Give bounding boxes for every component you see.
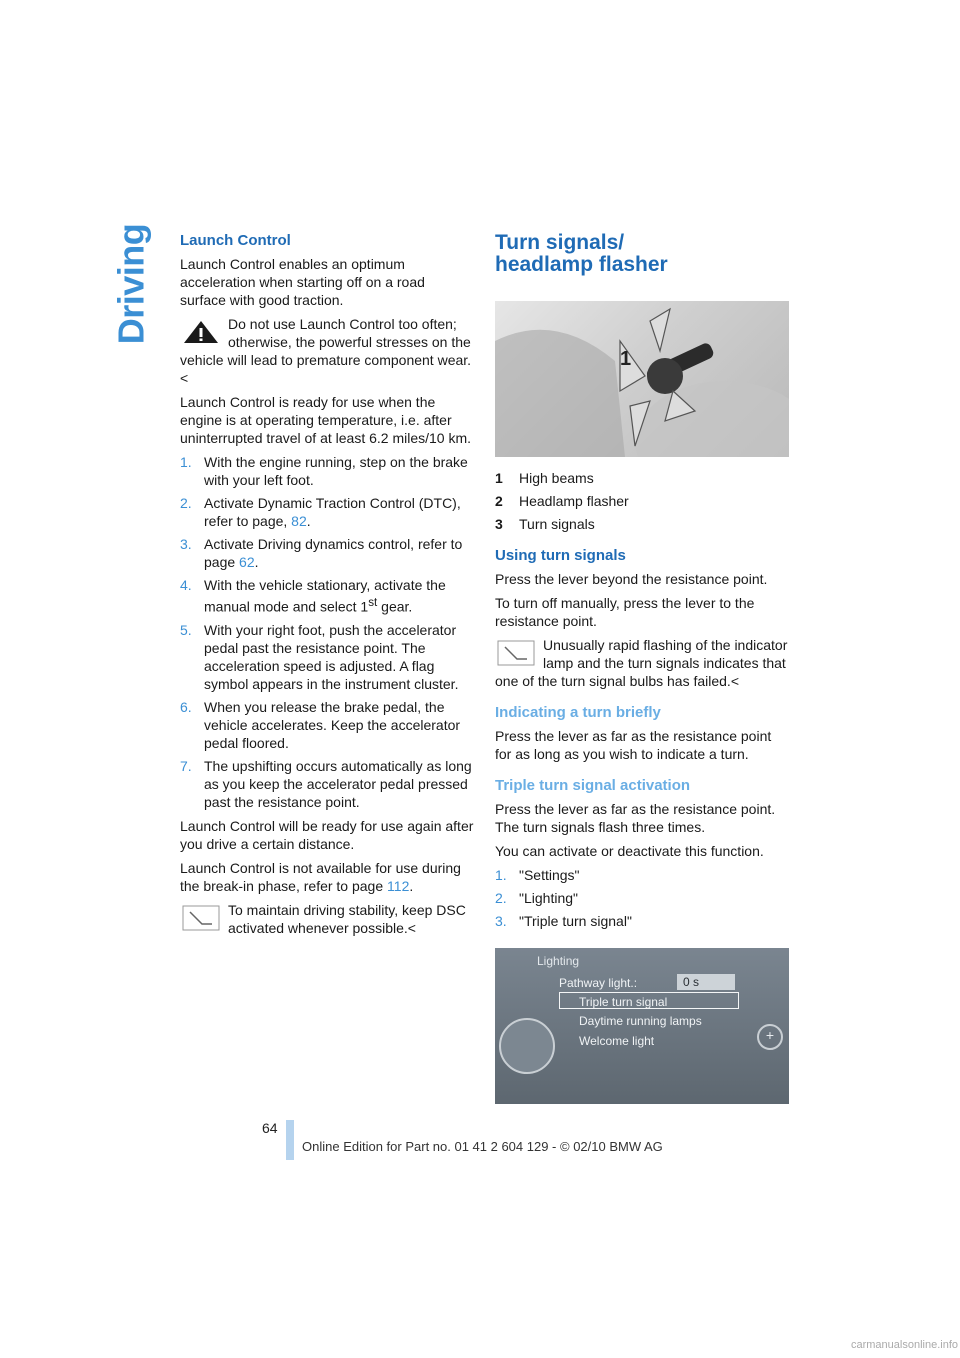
list-item: 3. "Triple turn signal" — [495, 913, 632, 929]
chapter-tab — [104, 223, 158, 345]
menu-item-daytime: Daytime running lamps — [579, 1014, 702, 1028]
list-item: 1. With the engine running, step on the brake with your left foot. — [180, 454, 468, 488]
info-note — [495, 636, 791, 690]
note-corner-icon — [495, 638, 537, 668]
using-p1: Press the lever beyond the resistance point. — [495, 571, 768, 587]
turn-briefly-heading: Indicating a turn briefly — [495, 704, 661, 721]
launch-control-heading: Launch Control — [180, 232, 291, 249]
lever-legend — [495, 469, 791, 533]
launch-intro: Launch Control enables an optimum acceleration when starting off on a road surface with good traction. — [180, 256, 425, 308]
list-item: 7. The upshifting occurs automatically as long as you keep the accelerator pedal pressed past the resistance point. — [180, 757, 472, 810]
list-item: 3 Turn signals — [495, 516, 595, 532]
menu-item-welcome: Welcome light — [579, 1034, 655, 1048]
launch-steps — [180, 453, 474, 811]
list-item: 1. "Settings" — [495, 867, 580, 883]
page-link[interactable]: 112 — [387, 877, 410, 894]
list-item: 2 Headlamp flasher — [495, 493, 629, 509]
launch-again: Launch Control will be ready for use again after you drive a certain distance. — [180, 817, 474, 852]
menu-title: Lighting — [537, 954, 580, 968]
turn-signals-heading: Turn signals/ headlamp flasher — [495, 231, 668, 276]
lighting-menu-screenshot — [495, 948, 789, 1104]
triple-steps — [495, 866, 791, 930]
brief-p: Press the lever as far as the resistance point for as long as you wish to indicate a turn. — [495, 728, 772, 762]
page-number: 64 — [262, 1120, 278, 1136]
list-item: 3. Activate Driving dynamics control, refer to page 62. — [180, 536, 463, 570]
list-item: 5. With your right foot, push the accelerator pedal past the resistance point. The acceleration speed is adjusted. A flag symbol appears in the instrument cluster. — [180, 621, 459, 692]
left-column — [180, 232, 474, 943]
page-link[interactable]: 62 — [239, 554, 255, 570]
note-text: To maintain driving stability, keep DSC activated whenever possible.< — [228, 901, 466, 936]
menu-pathway-light: Pathway light.: — [559, 976, 638, 990]
launch-ready: Launch Control is ready for use when the engine is at operating temperature, i.e. after uninterrupted travel of at least 6.2 miles/10 km. — [180, 394, 472, 446]
menu-pathway-value: 0 s — [677, 974, 735, 990]
info-note — [180, 901, 474, 937]
turn-signal-lever-image — [495, 301, 789, 457]
note-corner-icon — [180, 903, 222, 933]
list-item: 2. "Lighting" — [495, 890, 578, 906]
triple-turn-heading: Triple turn signal activation — [495, 777, 691, 794]
chapter-tab-label: Driving — [110, 223, 152, 345]
using-turn-signals-heading: Using turn signals — [495, 547, 626, 564]
svg-text:1: 1 — [620, 348, 632, 370]
footer-text: Online Edition for Part no. 01 41 2 604 129 - © 02/10 BMW AG — [302, 1139, 663, 1154]
list-item: 4. With the vehicle stationary, activate the manual mode and select 1st gear. — [180, 577, 446, 615]
warning-text: Do not use Launch Control too often; otherwise, the powerful stresses on the vehicle will lead to premature component wear.< — [180, 316, 472, 386]
menu-item-triple: Triple turn signal — [579, 995, 668, 1009]
triple-p1: Press the lever as far as the resistance point. The turn signals flash three times. — [495, 801, 776, 835]
list-item: 2. Activate Dynamic Traction Control (DTC), refer to page, 82. — [180, 495, 461, 529]
right-column — [495, 232, 791, 1104]
triple-p2: You can activate or deactivate this function. — [495, 843, 764, 859]
warning-triangle-icon — [180, 317, 222, 347]
list-item: 1 High beams — [495, 470, 594, 486]
footer-bar — [286, 1120, 294, 1160]
warning-note — [180, 315, 474, 387]
using-p2: To turn off manually, press the lever to the resistance point. — [495, 595, 755, 629]
launch-breakin: Launch Control is not available for use during the break-in phase, refer to page 112. — [180, 859, 461, 894]
note-text: Unusually rapid flashing of the indicator lamp and the turn signals indicates that one of the turn signal bulbs has failed.< — [495, 637, 788, 689]
page-link[interactable]: 82 — [291, 513, 307, 529]
controller-knob-icon — [499, 1018, 555, 1074]
plus-icon: + — [757, 1024, 783, 1050]
watermark: carmanualsonline.info — [850, 1339, 958, 1351]
list-item: 6. When you release the brake pedal, the vehicle accelerates. Keep the accelerator pedal floored. — [180, 698, 461, 751]
